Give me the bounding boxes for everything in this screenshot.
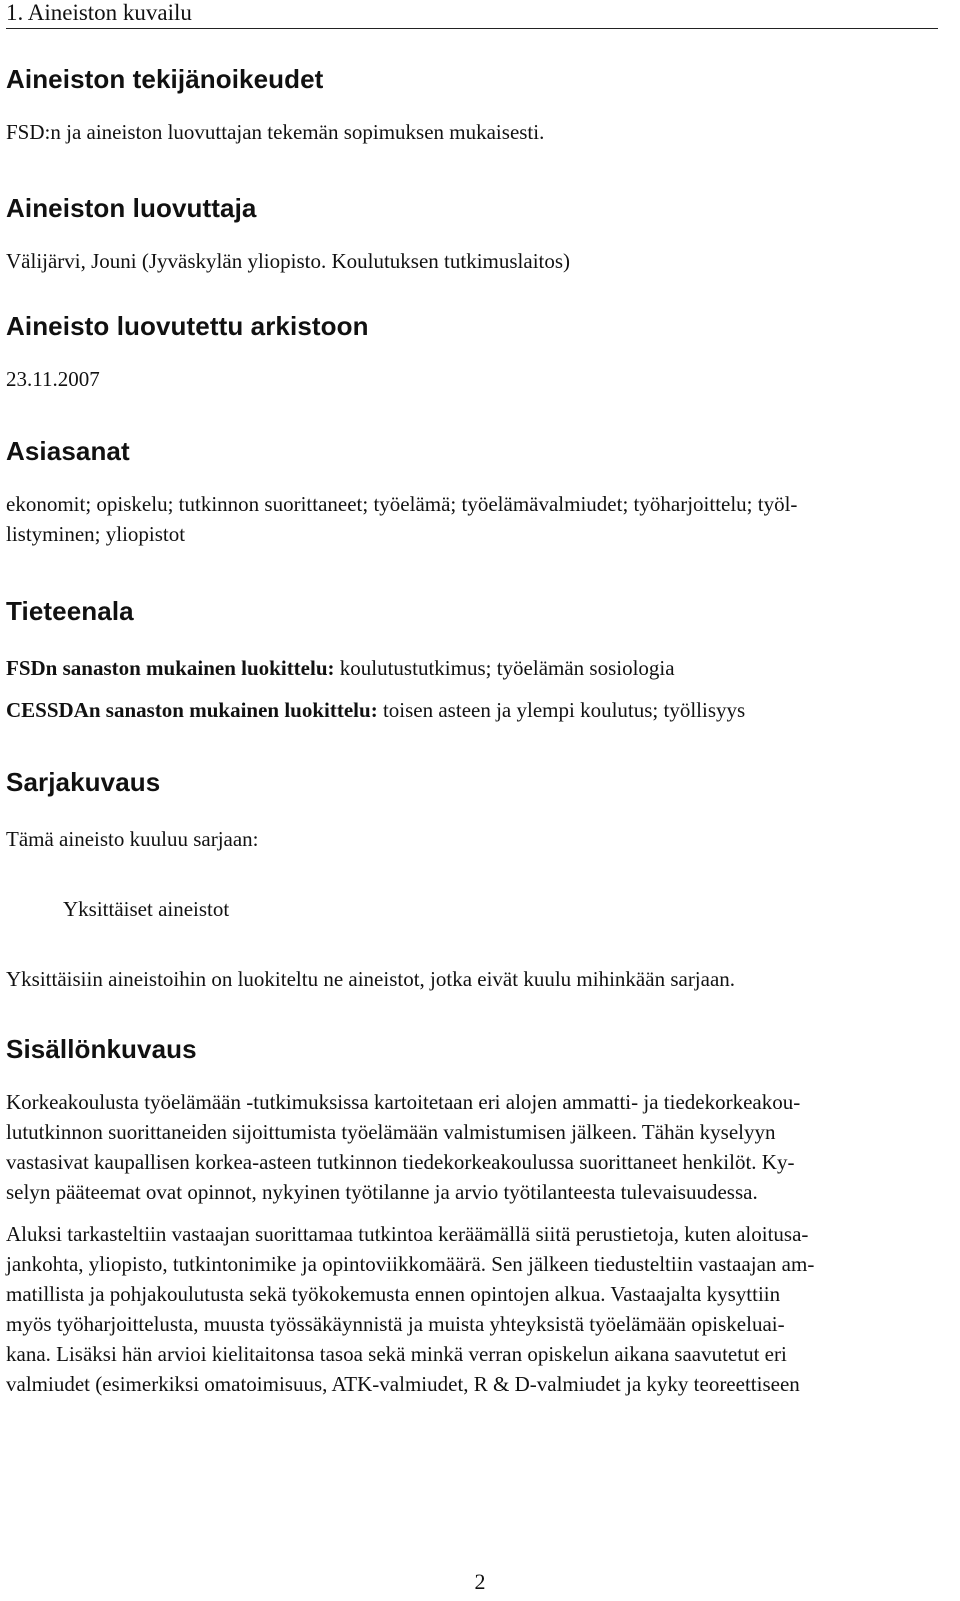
cessda-classification-value: toisen asteen ja ylempi koulutus; työllisyys: [377, 698, 746, 722]
content-line: kana. Lisäksi hän arvioi kielitaitonsa tasoa sekä minkä verran opiskelun aikana saavutetut eri: [6, 1342, 787, 1366]
fsd-classification-label: FSDn sanaston mukainen luokittelu:: [6, 656, 335, 680]
heading-depositor: Aineiston luovuttaja: [6, 193, 257, 223]
keywords-line-1: ekonomit; opiskelu; tutkinnon suorittaneet; työelämä; työelämävalmiudet; työharjoittelu; työl-: [6, 492, 798, 516]
content-line: Korkeakoulusta työelämään -tutkimuksissa kartoitetaan eri alojen ammatti- ja tiedekorkeakou-: [6, 1090, 801, 1114]
series-intro: Tämä aineisto kuuluu sarjaan:: [6, 827, 259, 851]
content-line: vastasivat kaupallisen korkea-asteen tutkinnon tiedekorkeakoulussa suorittaneet henkilöt. Ky-: [6, 1150, 795, 1174]
keywords-line-2: listyminen; yliopistot: [6, 522, 186, 546]
fsd-classification-value: koulutustutkimus; työelämän sosiologia: [334, 656, 675, 680]
content-line: matillista ja pohjakoulutusta sekä työkokemusta ennen opintojen alkua. Vastaajalta kysyttiin: [6, 1282, 781, 1306]
running-head: 1. Aineiston kuvailu: [6, 0, 938, 29]
content-line: Aluksi tarkasteltiin vastaajan suorittamaa tutkintoa keräämällä siitä perustietoja, kuten aloitusa-: [6, 1222, 809, 1246]
heading-keywords: Asiasanat: [6, 436, 130, 466]
page-number: 2: [474, 1569, 486, 1594]
series-description: Yksittäisiin aineistoihin on luokiteltu ne aineistot, jotka eivät kuulu mihinkään sarjaan.: [6, 967, 736, 991]
content-line: valmiudet (esimerkiksi omatoimisuus, ATK-valmiudet, R & D-valmiudet ja kyky teoreettiseen: [6, 1372, 800, 1396]
heading-series: Sarjakuvaus: [6, 767, 161, 797]
content-paragraph-2: [6, 1219, 938, 1399]
content-line: jankohta, yliopisto, tutkintonimike ja opintoviikkomäärä. Sen jälkeen tiedusteltiin vastaajan am-: [6, 1252, 815, 1276]
cessda-classification: [6, 695, 938, 725]
heading-rights: Aineiston tekijänoikeudet: [6, 64, 324, 94]
archived-date: 23.11.2007: [6, 367, 100, 391]
fsd-classification: [6, 653, 938, 683]
heading-field: Tieteenala: [6, 596, 134, 626]
content-line: selyn pääteemat ovat opinnot, nykyinen työtilanne ja arvio työtilanteesta tulevaisuudessa.: [6, 1180, 758, 1204]
rights-text: FSD:n ja aineiston luovuttajan tekemän sopimuksen mukaisesti.: [6, 120, 545, 144]
cessda-classification-label: CESSDAn sanaston mukainen luokittelu:: [6, 698, 378, 722]
content-line: lututkinnon suorittaneiden sijoittumista työelämään valmistumisen jälkeen. Tähän kyselyyn: [6, 1120, 776, 1144]
series-name: Yksittäiset aineistot: [63, 897, 230, 921]
document-page: [6, 0, 938, 1399]
heading-content: Sisällönkuvaus: [6, 1034, 197, 1064]
heading-archived: Aineisto luovutettu arkistoon: [6, 311, 369, 341]
depositor-text: Välijärvi, Jouni (Jyväskylän yliopisto. Koulutuksen tutkimuslaitos): [6, 249, 571, 273]
content-paragraph-1: [6, 1087, 938, 1207]
content-line: myös työharjoittelusta, muusta työssäkäynnistä ja muista yhteyksistä työelämään opiskeluai-: [6, 1312, 785, 1336]
